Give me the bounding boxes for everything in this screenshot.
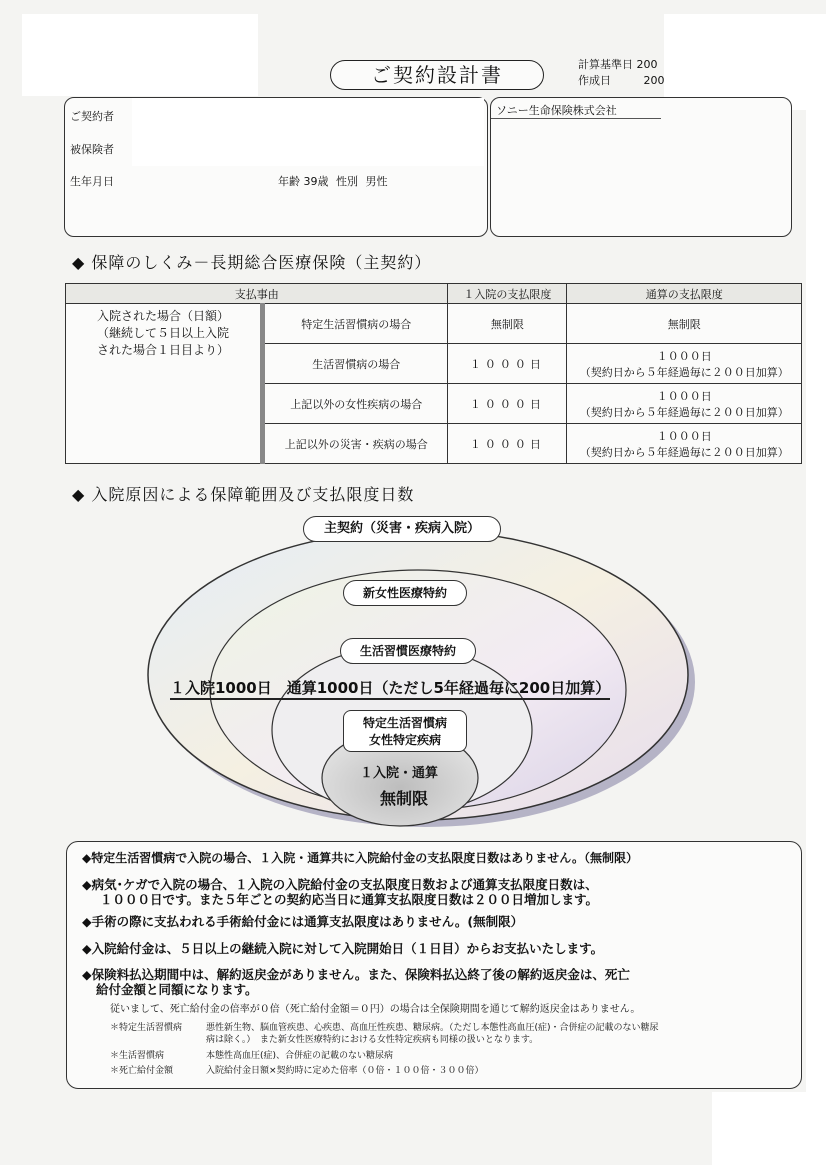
age-label: 年齢: [278, 175, 300, 188]
table-header-row: [66, 284, 802, 304]
benefit-table: [65, 283, 802, 464]
sex-label: 性別: [336, 175, 358, 188]
inner-label: [343, 710, 467, 752]
total-line2: （契約日から５年経過毎に２００日加算）: [579, 365, 789, 379]
note-4: ◆入院給付金は、５日以上の継続入院に対して入院開始日（１日目）からお支払いたします。: [82, 941, 604, 956]
company-name: ソニー生命保険株式会社: [496, 104, 617, 117]
calc-date: [578, 56, 658, 72]
total-cell: [567, 304, 802, 344]
footnote-3-text: 入院給付金日額×契約時に定めた倍率（０倍・１００倍・３００倍）: [206, 1066, 484, 1076]
category-cell: 上記以外の女性疾病の場合: [263, 384, 448, 424]
age-value: 39歳: [303, 175, 329, 188]
footnote-2-label: ＊生活習慣病: [110, 1051, 165, 1061]
total-line2: （契約日から５年経過毎に２００日加算）: [579, 445, 789, 459]
age-sex: [278, 173, 388, 189]
core-line2: 無制限: [380, 789, 429, 808]
footnote-1-text-a: 悪性新生物、脳血管疾患、心疾患、高血圧性疾患、糖尿病。（ただし本態性高血圧(症)・合併症の記載のない糖尿: [206, 1023, 659, 1033]
footnote-3-label: ＊死亡給付金額: [110, 1066, 174, 1076]
note-5b: 給付金額と同額になります。: [96, 982, 258, 997]
main-contract-label: 主契約（災害・疾病入院）: [303, 516, 501, 542]
reason-cell: [66, 304, 263, 464]
per-stay-cell: １０００日: [448, 344, 567, 384]
created-date: [578, 72, 665, 88]
section2-title: ◆ 入院原因による保障範囲及び支払限度日数: [72, 485, 415, 504]
rider1-label: 新女性医療特約: [343, 580, 467, 606]
per-stay-cell: １０００日: [448, 424, 567, 464]
note-2b: １０００日です。また５年ごとの契約応当日に通算支払限度日数は２００日増加します。: [100, 892, 599, 907]
total-line1: 無制限: [667, 317, 701, 331]
total-cell: [567, 424, 802, 464]
redaction-top-right: [664, 14, 826, 110]
total-line1: １０００日: [656, 389, 712, 403]
header-total: 通算の支払限度: [567, 284, 802, 304]
total-cell: [567, 344, 802, 384]
total-cell: [567, 384, 802, 424]
core-line1: １入院・通算: [360, 766, 439, 781]
per-stay-cell: 無制限: [448, 304, 567, 344]
total-line1: １０００日: [656, 429, 712, 443]
birthdate-label: 生年月日: [70, 175, 114, 188]
header-reason: 支払事由: [66, 284, 448, 304]
redaction-right-strip: [806, 96, 826, 1096]
footnote-1-label: ＊特定生活習慣病: [110, 1023, 183, 1033]
contractor-label: ご契約者: [70, 110, 114, 123]
note-2a: ◆病気･ケガで入院の場合、１入院の入院給付金の支払限度日数および通算支払限度日数は、: [82, 877, 598, 892]
calc-date-value: 200: [636, 58, 658, 71]
per-stay-cell: １０００日: [448, 384, 567, 424]
footnote-2-text: 本態性高血圧(症)、合併症の記載のない糖尿病: [206, 1051, 394, 1061]
created-value: 200: [643, 74, 665, 87]
total-line2: （契約日から５年経過毎に２００日加算）: [579, 405, 789, 419]
reason-main: 入院された場合（日額）: [96, 309, 229, 323]
limit-text: １入院1000日 通算1000日（ただし5年経過毎に200日加算）: [170, 677, 610, 700]
category-cell: 特定生活習慣病の場合: [263, 304, 448, 344]
total-line1: １０００日: [656, 349, 712, 363]
insured-label: 被保険者: [70, 143, 114, 156]
reason-sub2: された場合１日目より）: [96, 343, 229, 357]
redaction-top-left: [22, 14, 258, 96]
redaction-bottom-right: [712, 1092, 826, 1165]
footnote-1-text-b: 病は除く。） また新女性医療特約における女性特定疾病も同様の扱いとなります。: [206, 1035, 539, 1045]
section1-title: ◆ 保障のしくみ－長期総合医療保険（主契約）: [72, 253, 432, 272]
document-title: ご契約設計書: [330, 60, 544, 90]
inner-line1: 特定生活習慣病: [362, 716, 447, 730]
note-3: ◆手術の際に支払われる手術給付金には通算支払限度はありません。(無制限）: [82, 914, 524, 929]
sex-value: 男性: [365, 175, 388, 188]
inner-line2: 女性特定疾病: [368, 733, 441, 747]
note-1: ◆特定生活習慣病で入院の場合、１入院・通算共に入院給付金の支払限度日数はありません。（無制限）: [82, 851, 638, 865]
calc-date-label: 計算基準日: [578, 58, 633, 71]
redaction-info: [132, 98, 484, 166]
company-divider: [491, 118, 661, 119]
note-5a: ◆保険料払込期間中は、解約返戻金がありません。また、保険料払込終了後の解約返戻金は、死亡: [82, 967, 630, 982]
table-row: [66, 304, 802, 344]
rider2-label: 生活習慣医療特約: [340, 638, 476, 664]
category-cell: 上記以外の災害・疾病の場合: [263, 424, 448, 464]
reason-sub1: （継続して５日以上入院: [96, 326, 229, 340]
header-per-stay: １入院の支払限度: [448, 284, 567, 304]
category-cell: 生活習慣病の場合: [263, 344, 448, 384]
note-6: 従いまして、死亡給付金の倍率が０倍（死亡給付金額＝０円）の場合は全保険期間を通じて解約返戻金はありません。: [110, 1004, 641, 1015]
created-label: 作成日: [578, 74, 611, 87]
